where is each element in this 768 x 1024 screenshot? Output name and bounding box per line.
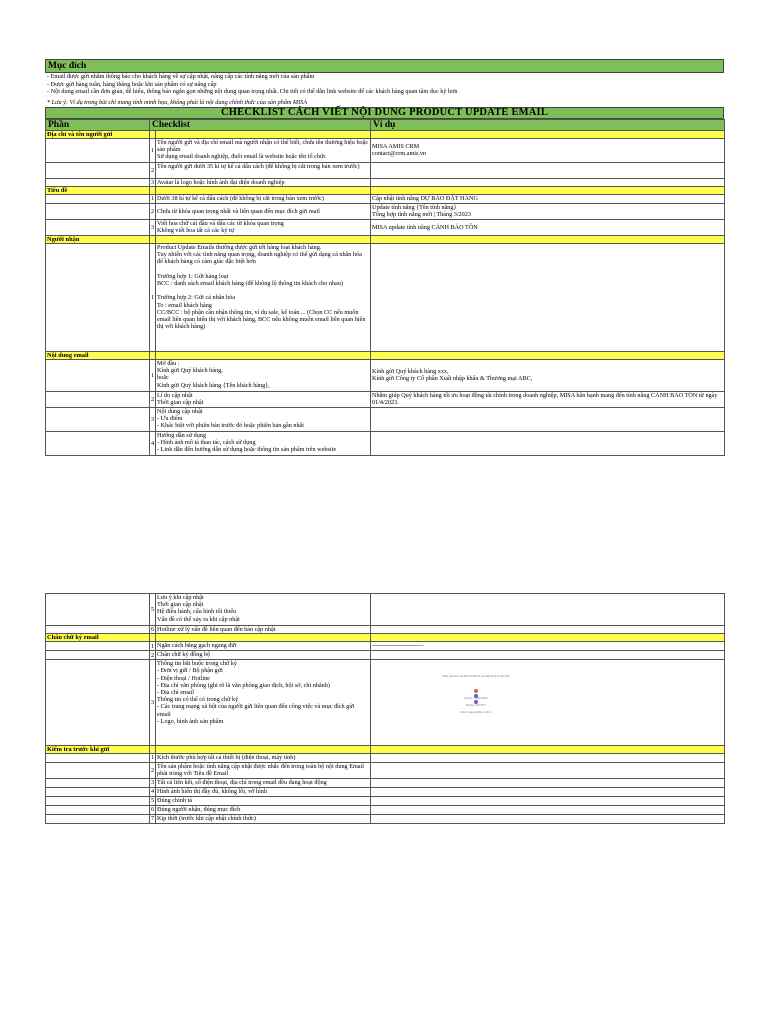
row-number: 6 <box>151 626 155 633</box>
row-number: 2 <box>150 162 156 178</box>
section-row <box>46 235 725 243</box>
example-cell <box>371 626 725 634</box>
table-row <box>46 194 725 203</box>
section-signature: Chân chữ ký email <box>46 634 150 642</box>
purpose-line-2: - Được gửi hàng tuần, hàng tháng hoặc khi sản phẩm có sự nâng cấp <box>47 80 217 88</box>
checklist-item: Lí do cập nhật Thời gian cập nhật <box>156 391 371 407</box>
section-row <box>46 186 725 194</box>
row-number: 3 <box>150 219 156 235</box>
example-cell: Kính gửi Quý khách hàng xxx, Kính gửi Công ty Cổ phần Xuất nhập khẩu & Thương mại ABC, <box>371 359 725 391</box>
example-cell <box>371 814 725 823</box>
table-row <box>46 814 725 823</box>
example-cell: Update tính năng {Tên tính năng} Tổng hợp tính năng mới | Tháng 3/2023 <box>371 203 725 219</box>
row-number: 1 <box>151 754 155 761</box>
table-row <box>46 203 725 219</box>
row-number: 1 <box>151 642 155 650</box>
checklist-item: Kịp thời (trước khi cập nhật chính thức) <box>156 814 371 823</box>
table-row <box>46 138 725 162</box>
checklist-title: CHECKLIST CÁCH VIẾT NỘI DUNG PRODUCT UPDATE EMAIL <box>45 107 724 119</box>
purpose-title: Mục đích <box>45 59 724 73</box>
example-cell <box>371 796 725 805</box>
checklist-item: Nội dung cập nhật - Ưu điểm - Khác biệt với phiên bản trước đó hoặc phiên bản gần nhất <box>156 407 371 431</box>
table-row <box>46 660 725 745</box>
section-row <box>46 745 725 753</box>
example-cell: MISA AMIS CRM contact@crm.amis.vn <box>371 138 725 162</box>
sheet-page-1 <box>45 59 724 456</box>
table-row <box>46 753 725 762</box>
example-cell <box>371 805 725 814</box>
signature-line-3: Hotline: 1900 8677 <box>465 703 487 707</box>
row-number: 1 <box>150 359 156 391</box>
table-row <box>46 162 725 178</box>
checklist-item: Product Update Emails thường được gửi tới hàng loạt khách hàng. Tuy nhiên với các tính năng quan trọng, doanh nghiệp có thể gửi dạng cá nhân hóa để khách hàng có cảm giác đặc biệt hơn Trường hợp 1: Gửi hàng loạt BCC : danh sách email khách hàng (để không lộ thông tin khách cho nhau) Trường hợp 2: Gửi cá nhân hóa To : email khách hàng CC/BCC : bộ phận cần nhận thông tin, ví dụ sale, kế toán ... (Chọn CC nếu muốn email liên quan hiển thị với khách hàng, BCC nếu không muốn email liên quan hiển thị với khách hàng) <box>156 243 371 351</box>
row-number: 3 <box>151 779 155 786</box>
checklist-item: Đúng người nhận, đúng mục đích <box>156 805 371 814</box>
table-row <box>46 431 725 455</box>
checklist-item: Chân chữ ký đồng bộ <box>156 651 371 660</box>
example-cell <box>371 762 725 778</box>
row-number: 4 <box>151 788 155 795</box>
table-row <box>46 391 725 407</box>
table-row <box>46 778 725 787</box>
row-number: 2 <box>150 391 156 407</box>
purpose-line-3: - Nội dung email cần đơn giản, dễ hiểu, thông báo ngắn gọn những nội dung quan trọng nhất. Chi tiết có thể dẫn link website để các khách hàng quan tâm đọc kỹ hơn <box>47 88 458 96</box>
table-row <box>46 796 725 805</box>
checklist-item: Viết hoa chữ cái đầu và dấu các từ khóa quan trọng Không viết hoa tất cả các ký tự <box>156 219 371 235</box>
table-row <box>46 359 725 391</box>
section-sender: Địa chỉ và tên người gửi <box>46 130 150 138</box>
signature-line-2: Công ty cổ phần MISA <box>463 696 489 700</box>
row-number: 5 <box>150 594 156 626</box>
checklist-item: Mở đầu : Kính gửi Quý khách hàng, hoặc Kính gửi Quý khách hàng {Tên khách hàng}, <box>156 359 371 391</box>
table-row <box>46 243 725 351</box>
checklist-item: Ngăn cách bằng gạch ngang đứt <box>156 642 371 651</box>
checklist-item: Lưu ý khi cập nhật Thời gian cập nhật Hệ điều hành, cấu hình tối thiểu Vấn đề có thể xảy ra khi cập nhật <box>156 594 371 626</box>
table-row <box>46 219 725 235</box>
checklist-item: Dưới 38 kí tự kể cả dấu cách (để không bị cắt trong bản xem trước) <box>156 194 371 203</box>
checklist-item: Tên người gửi và địa chỉ email mà người nhận có thể biết, chứa tên thương hiệu hoặc sản phẩm Sử dụng email doanh nghiệp, đuôi email là website hoặc tên tổ chức <box>156 138 371 162</box>
header-row <box>46 119 725 130</box>
example-cell: MISA update tính năng CẢNH BÁO TỒN <box>371 219 725 235</box>
example-cell: Nhằm giúp Quý khách hàng tối ưu hoạt động tài chính trong doanh nghiệp, MISA hân hạnh mang đến tính năng CẢNH BÁO TỒN từ ngày 01/4/2023. <box>371 391 725 407</box>
row-number: 1 <box>150 138 156 162</box>
section-row <box>46 634 725 642</box>
section-subject: Tiêu đề <box>46 186 150 194</box>
sheet-page-2 <box>45 593 724 824</box>
checklist-item: Kích thước phù hợp tất cả thiết bị (điện thoại, máy tính) <box>156 753 371 762</box>
example-cell <box>371 407 725 431</box>
checklist-item: Tên người gửi dưới 35 kí tự kể cả dấu cách (để không bị cắt trong bản xem trước) <box>156 162 371 178</box>
row-number: 1 <box>150 243 156 351</box>
checklist-table-continued <box>45 593 725 824</box>
purpose-line-1: - Email được gửi nhằm thông báo cho khách hàng về sự cập nhật, nâng cấp các tính năng mới của sản phẩm <box>47 73 315 80</box>
header-part: Phần <box>46 119 150 130</box>
example-cell <box>371 651 725 660</box>
checklist-item: Avatar là logo hoặc hình ảnh đại diện doanh nghiệp <box>156 178 371 186</box>
example-cell <box>371 178 725 186</box>
row-number: 3 <box>151 178 155 186</box>
section-recipient: Người nhận <box>46 235 150 243</box>
table-row <box>46 407 725 431</box>
row-number: 6 <box>151 806 155 813</box>
example-cell: Cập nhật tính năng DỰ BÁO ĐẶT HÀNG <box>371 194 725 203</box>
checklist-item: Hotline xử lý vấn đề liên quan đến bản cập nhật <box>156 626 371 634</box>
table-row <box>46 594 725 626</box>
row-number: 2 <box>151 651 155 659</box>
checklist-item: Tất cả liên kết, số điện thoại, địa chỉ trong email đều đang hoạt động <box>156 778 371 787</box>
table-row <box>46 805 725 814</box>
signature-sample-cell <box>371 660 725 745</box>
section-row <box>46 351 725 359</box>
checklist-item: Đúng chính tả <box>156 796 371 805</box>
checklist-item: Tên sản phẩm hoặc tính năng cập nhật được nhắc đến trong toàn bộ nội dung Email phải trùng với Tiêu đề Email <box>156 762 371 778</box>
row-number: 7 <box>151 815 155 822</box>
table-row <box>46 178 725 186</box>
example-cell <box>371 778 725 787</box>
example-cell <box>371 753 725 762</box>
checklist-item: Chứa từ khóa quan trọng nhất và liên quan đến mục đích gửi mail <box>156 203 371 219</box>
table-row <box>46 762 725 778</box>
example-cell: ------------------------- <box>371 642 725 651</box>
row-number: 3 <box>150 407 156 431</box>
section-row <box>46 130 725 138</box>
example-cell <box>371 162 725 178</box>
example-cell <box>371 431 725 455</box>
example-cell <box>371 594 725 626</box>
section-precheck: Kiểm tra trước khi gửi <box>46 745 150 753</box>
header-example: Ví dụ <box>371 119 725 130</box>
table-row <box>46 626 725 634</box>
row-number: 5 <box>151 797 155 804</box>
row-number: 1 <box>151 195 155 203</box>
table-row <box>46 651 725 660</box>
signature-sample-image <box>372 667 723 737</box>
checklist-table <box>45 119 725 456</box>
row-number: 3 <box>150 660 156 745</box>
section-content: Nội dung email <box>46 351 150 359</box>
row-number: 2 <box>150 762 156 778</box>
row-number: 2 <box>150 203 156 219</box>
checklist-item: Hướng dẫn sử dụng - Hình ảnh mô tả thao tác, cách sử dụng - Link dẫn đến hướng dẫn sử dụng hoặc thông tin sản phẩm trên website <box>156 431 371 455</box>
example-cell <box>371 243 725 351</box>
row-number: 4 <box>150 431 156 455</box>
table-row <box>46 642 725 651</box>
signature-line-4: Email: support@misa.com.vn <box>460 711 492 715</box>
table-row <box>46 787 725 796</box>
signature-line-1: Đừng quên theo dõi MISA AMIS để cập nhật thông tin mới nhất <box>442 675 510 678</box>
social-icons <box>386 685 566 690</box>
checklist-item: Thông tin bắt buộc trong chữ ký - Đơn vị gửi / Bộ phận gửi - Điện thoại / Hotline - Địa chỉ văn phòng (ghi rõ là văn phòng giao dịch, hội sở, chi nhánh) - Địa chỉ email Thông tin có thể có trong chữ ký - Các trang mạng xã hội của người gửi liên quan đến công việc và mục đích gửi email - Logo, hình ảnh sản phẩm <box>156 660 371 745</box>
disclaimer-note: * Lưu ý: Ví dụ trong bài chỉ mang tính minh họa, không phải là nội dung chính thức của sản phẩm MISA <box>47 98 308 106</box>
example-cell <box>371 787 725 796</box>
header-checklist: Checklist <box>150 119 371 130</box>
social-icon <box>474 689 478 693</box>
checklist-item: Hình ảnh hiển thị đầy đủ, không lỗi, vỡ hình <box>156 787 371 796</box>
